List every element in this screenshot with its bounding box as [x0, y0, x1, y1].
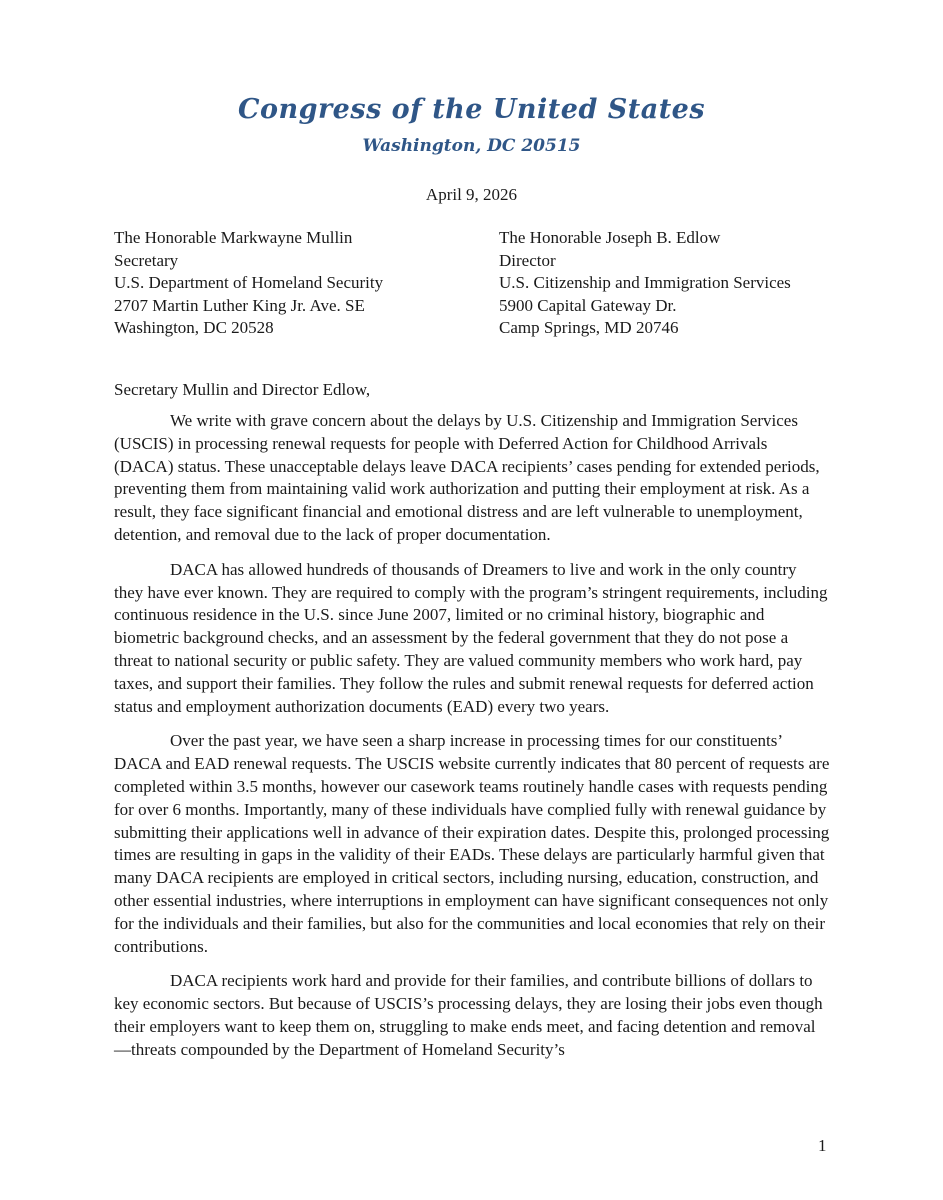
recipient-city: Washington, DC 20528 — [114, 318, 274, 338]
body-paragraph: Over the past year, we have seen a sharp increase in processing times for our constituents’ DACA and EAD renewal requests. The USCIS website currently indicates that 80 percent of requests are completed within 3.5 months, however our casework teams routinely handle cases with requests pending for over 6 months. Importantly, many of these individuals have complied fully with renewal guidance by submitting their applications well in advance of their expiration dates. Despite this, prolonged processing times are resulting in gaps in the validity of their EADs. These delays are particularly harmful given that many DACA recipients are employed in critical sectors, including nursing, education, construction, and other essential industries, where interruptions in employment can have significant consequences not only for the individuals and their families, but also for the communities and local economies that rely on their contributions. — [114, 731, 830, 956]
body-paragraph: DACA recipients work hard and provide for their families, and contribute billions of dollars to key economic sectors. But because of USCIS’s processing delays, they are losing their jobs even though their employers want to keep them on, struggling to make ends meet, and facing detention and removal—threats compounded by the Department of Homeland Security’s — [114, 971, 823, 1059]
salutation: Secretary Mullin and Director Edlow, — [114, 380, 371, 399]
recipient-title: Secretary — [114, 250, 179, 270]
recipient-street: 5900 Capital Gateway Dr. — [499, 295, 677, 315]
recipient-block-edlow — [499, 227, 791, 340]
recipient-street: 2707 Martin Luther King Jr. Ave. SE — [114, 295, 365, 315]
letterhead-address: Washington, DC 20515 — [362, 136, 581, 156]
recipient-name: The Honorable Joseph B. Edlow — [499, 228, 721, 247]
page-number: 1 — [818, 1136, 827, 1155]
letterhead-title: Congress of the United States — [237, 94, 706, 125]
recipient-title: Director — [499, 250, 556, 270]
recipient-city: Camp Springs, MD 20746 — [499, 318, 679, 338]
recipient-agency: U.S. Department of Homeland Security — [114, 273, 384, 293]
recipient-block-mullin — [114, 227, 383, 340]
letter-body — [114, 410, 830, 1074]
recipient-agency: U.S. Citizenship and Immigration Services — [499, 273, 791, 293]
letter-date: April 9, 2026 — [425, 185, 518, 204]
recipient-name: The Honorable Markwayne Mullin — [114, 228, 353, 247]
body-paragraph: DACA has allowed hundreds of thousands of Dreamers to live and work in the only country they have ever known. They are required to comply with the program’s stringent requirements, including continuous residence in the U.S. since June 2007, limited or no criminal history, biographic and biometric background checks, and an assessment by the federal government that they do not pose a threat to national security or public safety. They are valued community members who work hard, pay taxes, and support their families. They follow the rules and submit renewal requests for deferred action status and employment authorization documents (EAD) every two years. — [114, 559, 828, 716]
body-paragraph: We write with grave concern about the delays by U.S. Citizenship and Immigration Services (USCIS) in processing renewal requests for people with Deferred Action for Childhood Arrivals (DACA) status. These unacceptable delays leave DACA recipients’ cases pending for extended periods, preventing them from maintaining valid work authorization and putting their employment at risk. As a result, they face significant financial and emotional distress and are left vulnerable to unemployment, detention, and removal due to the lack of proper documentation. — [114, 411, 820, 544]
